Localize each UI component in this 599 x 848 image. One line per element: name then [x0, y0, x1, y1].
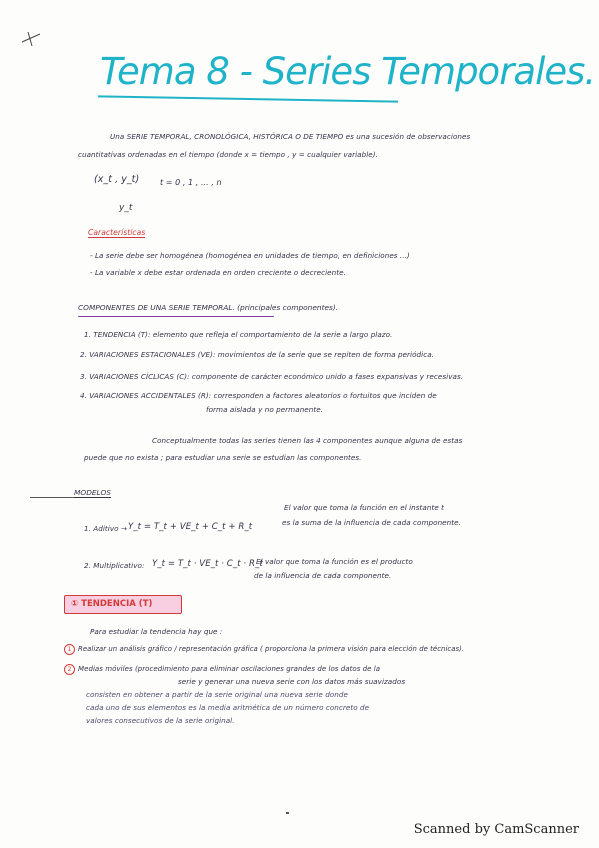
caracteristicas-item-1: - La serie debe ser homogénea (homogénea en unidades de tiempo, en definiciones ...) — [90, 251, 410, 260]
componentes-heading: COMPONENTES DE UNA SERIE TEMPORAL. (principales componentes). — [78, 303, 339, 312]
modelos-divider — [30, 497, 74, 498]
componente-ciclicas: 3. VARIACIONES CÍCLICAS (C): componente de carácter económico unido a fases expansivas y recesivas. — [80, 372, 464, 381]
page-title: Tema 8 - Series Temporales. — [100, 50, 596, 93]
tendencia-section-label — [64, 595, 182, 614]
tendencia-step-1-text: Realizar un análisis gráfico / representación gráfica ( proporciona la primera visión para elección de técnicas). — [78, 645, 465, 653]
formula-range: t = 0 , 1 , ... , n — [160, 178, 222, 187]
modelo-multiplicativo-note-1: El valor que toma la función es el producto — [256, 557, 413, 566]
caracteristicas-heading: Características — [88, 228, 146, 237]
componente-accidentales: 4. VARIACIONES ACCIDENTALES (R): corresponden a factores aleatorios o fortuitos que inciden de — [80, 391, 437, 400]
tendencia-note-1: consisten en obtener a partir de la serie original una nueva serie donde — [86, 690, 348, 699]
modelos-heading: MODELOS — [74, 488, 111, 497]
componente-estacionales: 2. VARIACIONES ESTACIONALES (VE): movimientos de la serie que se repiten de forma periódica. — [80, 350, 435, 359]
modelo-aditivo-note-1: El valor que toma la función en el instante t — [284, 503, 444, 512]
intro-line-1: Una SERIE TEMPORAL, CRONOLÓGICA, HISTÓRICA O DE TIEMPO es una sucesión de observaciones — [110, 132, 471, 141]
tendencia-step-2-cont: serie y generar una nueva serie con los datos más suavizados — [178, 677, 406, 686]
scanner-watermark: Scanned by CamScanner — [413, 822, 579, 837]
tendencia-section-text: ① TENDENCIA (T) — [71, 599, 153, 609]
tendencia-step-2 — [64, 664, 380, 675]
componente-tendencia: 1. TENDENCIA (T): elemento que refleja el comportamiento de la serie a largo plazo. — [84, 330, 393, 339]
intro-line-2: cuantitativas ordenadas en el tiempo (donde x = tiempo , y = cualquier variable). — [78, 150, 378, 159]
modelo-multiplicativo-note-2: de la influencia de cada componente. — [254, 571, 392, 580]
modelo-aditivo-note-2: es la suma de la influencia de cada componente. — [282, 518, 461, 527]
tendencia-intro: Para estudiar la tendencia hay que : — [90, 627, 223, 636]
tendencia-step-2-text: Medias móviles (procedimiento para eliminar oscilaciones grandes de los datos de la — [78, 665, 381, 673]
tendencia-note-3: valores consecutivos de la serie original. — [86, 716, 235, 725]
concept-line-2: puede que no exista ; para estudiar una serie se estudian las componentes. — [84, 453, 362, 462]
title-underline — [98, 95, 398, 102]
concept-line-1: Conceptualmente todas las series tienen las 4 componentes aunque alguna de estas — [152, 436, 463, 445]
formula-yt: y_t — [119, 203, 133, 213]
modelo-multiplicativo-label: 2. Multiplicativo: — [84, 561, 145, 570]
tendencia-step-1 — [64, 644, 464, 655]
step-1-number: 1 — [64, 644, 75, 655]
tendencia-note-2: cada uno de sus elementos es la media aritmética de un número concreto de — [86, 703, 370, 712]
modelo-aditivo-label: 1. Aditivo → — [84, 524, 127, 533]
corner-scribble — [18, 28, 44, 50]
page-dot — [286, 812, 289, 814]
formula-pair: (x_t , y_t) — [94, 174, 140, 185]
componentes-underline — [78, 316, 274, 317]
modelo-multiplicativo-formula: Y_t = T_t · VE_t · C_t · R_t — [152, 559, 263, 569]
caracteristicas-item-2: - La variable x debe estar ordenada en orden creciente o decreciente. — [90, 268, 346, 277]
modelo-aditivo-formula: Y_t = T_t + VE_t + C_t + R_t — [128, 522, 253, 532]
step-2-number: 2 — [64, 664, 75, 675]
componente-accidentales-cont: forma aislada y no permanente. — [206, 405, 324, 414]
